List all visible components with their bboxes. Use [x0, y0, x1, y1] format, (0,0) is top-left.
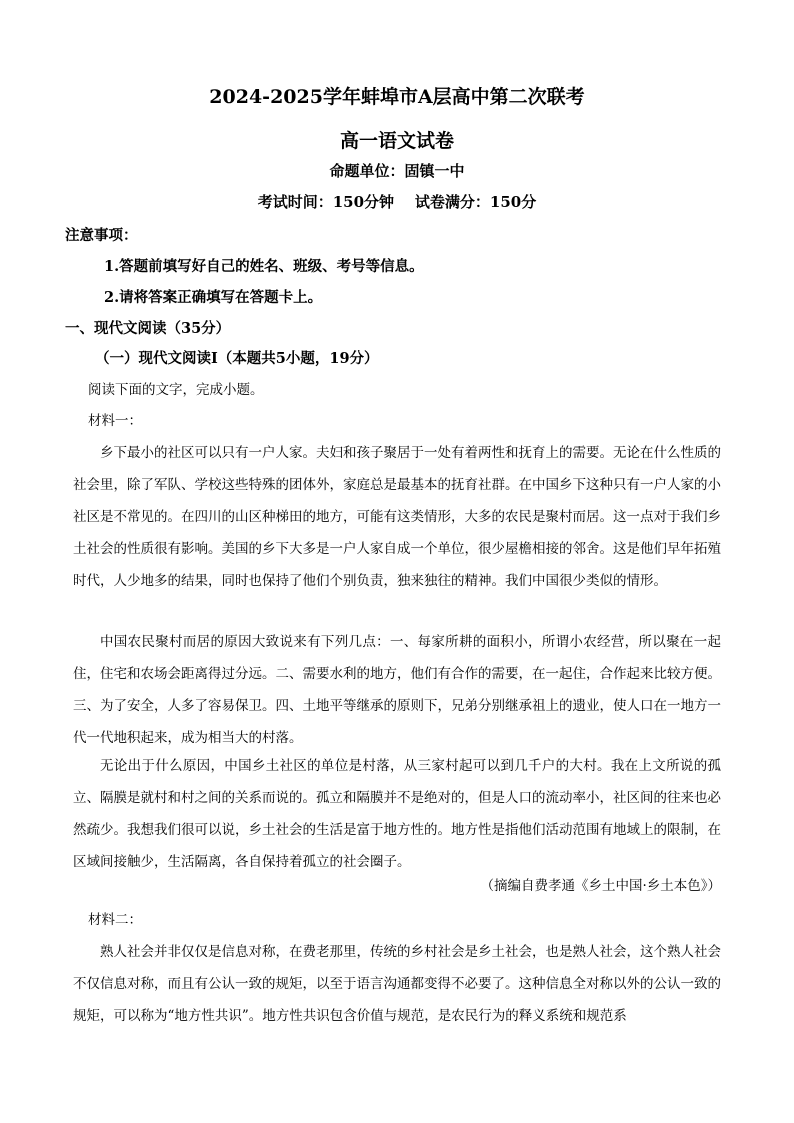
- notice-item-1: 1.答题前填写好自己的姓名、班级、考号等信息。: [104, 258, 424, 275]
- subsection-title: （一）现代文阅读Ⅰ（本题共5小题，19分）: [95, 350, 379, 367]
- time-score-line: 考试时间：150分钟 试卷满分：150分: [257, 193, 537, 211]
- material-1-source: （摘编自费孝通《乡土中国·乡土本色》）: [480, 878, 721, 894]
- section-title: 一、现代文阅读（35分）: [65, 320, 231, 337]
- material-1-paragraph: 中国农民聚村而居的原因大致说来有下列几点：一、每家所耕的面积小，所谓小农经营，所以聚在一起住，住宅和农场会距离得过分远。二、需要水利的地方，他们有合作的需要，在一起住，合作起来比较方便。三、为了安全，人多了容易保卫。四、土地平等继承的原则下，兄弟分别继承祖上的遗业，使人口在一地方一代一代地积起来，成为相当大的村落。: [73, 634, 721, 746]
- notice-item-2: 2.请将答案正确填写在答题卡上。: [104, 289, 323, 306]
- material-1-paragraph: 乡下最小的社区可以只有一户人家。夫妇和孩子聚居于一处有着两性和抚育上的需要。无论在什么性质的社会里，除了军队、学校这些特殊的团体外，家庭总是最基本的抚育社群。在中国乡下这种只有一户人家的小社区是不常见的。在四川的山区种梯田的地方，可能有这类情形，大多的农民是聚村而居。这一点对于我们乡土社会的性质很有影响。美国的乡下大多是一户人家自成一个单位，很少屋檐相接的邻舍。这是他们早年拓殖时代，人少地多的结果，同时也保持了他们个别负责，独来独往的精神。我们中国很少类似的情形。: [73, 445, 721, 589]
- material-2-paragraph: 熟人社会并非仅仅是信息对称，在费老那里，传统的乡村社会是乡土社会，也是熟人社会，这个熟人社会不仅信息对称，而且有公认一致的规矩，以至于语言沟通都变得不必要了。这种信息全对称以外的公认一致的规矩，可以称为“地方性共识”。地方性共识包含价值与规范，是农民行为的释义系统和规范系: [73, 944, 721, 1024]
- paper-title: 高一语文试卷: [339, 130, 454, 152]
- material-1-paragraph: 无论出于什么原因，中国乡土社区的单位是村落，从三家村起可以到几千户的大村。我在上文所说的孤立、隔膜是就村和村之间的关系而说的。孤立和隔膜并不是绝对的，但是人口的流动率小，社区间的往来也必然疏少。我想我们很可以说，乡土社会的生活是富于地方性的。地方性是指他们活动范围有地域上的限制，在区域间接触少，生活隔离，各自保持着孤立的社会圈子。: [73, 758, 721, 870]
- notice-title: 注意事项：: [65, 227, 138, 244]
- material-1-label: 材料一：: [88, 413, 142, 429]
- exam-title: 2024-2025学年蚌埠市A层高中第二次联考: [209, 86, 585, 108]
- material-2-label: 材料二：: [88, 912, 142, 928]
- setter-line: 命题单位：固镇一中: [329, 162, 465, 180]
- reading-instruction: 阅读下面的文字，完成小题。: [88, 382, 264, 398]
